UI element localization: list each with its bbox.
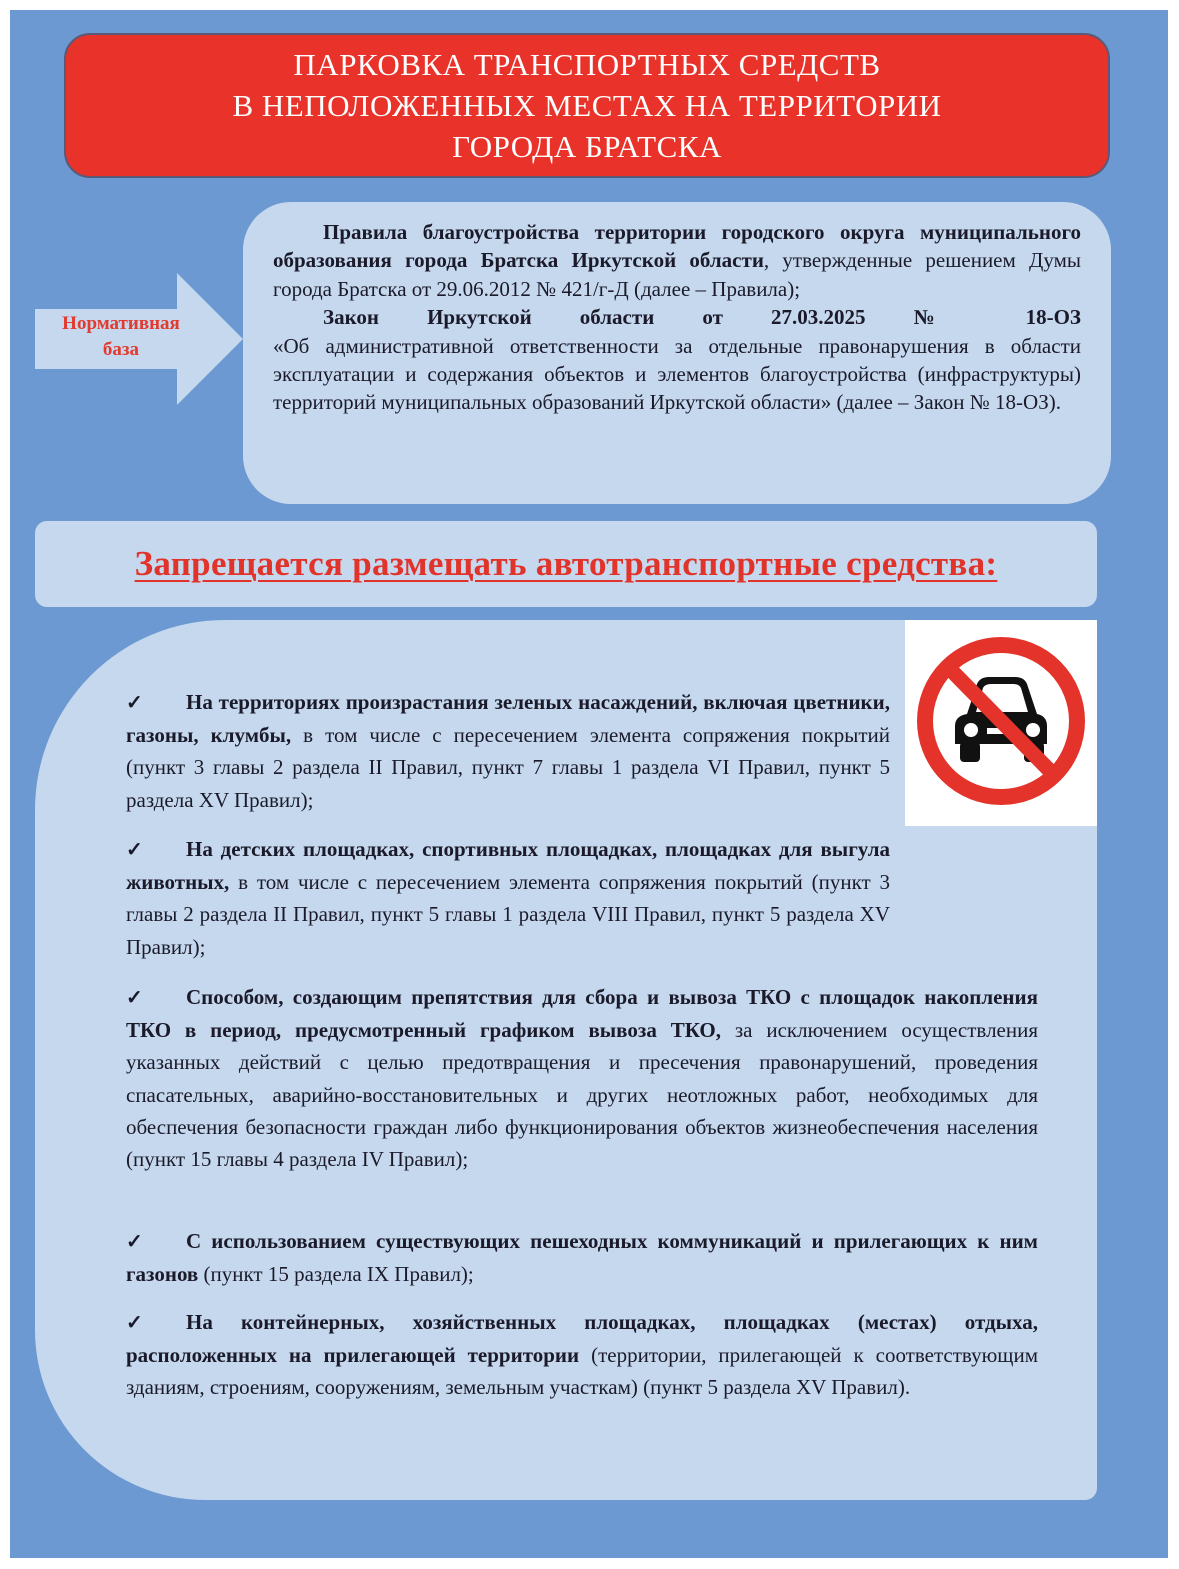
- rules-title: Правила благоустройства территории городского округа муниципального образования города Братска Иркутской области: [273, 220, 1081, 273]
- list-item: ✓ С использованием существующих пешеходных коммуникаций и прилегающих к ним газонов (пункт 15 раздела IX Правил);: [126, 1225, 1038, 1290]
- no-parking-sign-icon: [905, 620, 1097, 826]
- rules-details: , утвержденные решением Думы города Братска от 29.06.2012 № 421/г-Д (далее – Правила);: [273, 248, 1081, 301]
- normative-base-arrow: [35, 273, 245, 405]
- law-details: «Об административной ответственности за отдельные правонарушения в области эксплуатации и содержания объектов и элементов благоустройства (инфраструктуры) территорий муниципальных образований Иркутской области» (далее – Закон № 18-ОЗ).: [273, 333, 1081, 415]
- title-line-3: ГОРОДА БРАТСКА: [452, 129, 722, 164]
- list-item: ✓ Способом, создающим препятствия для сбора и вывоза ТКО с площадок накопления ТКО в период, предусмотренный графиком вывоза ТКО, за исключением осуществления указанных действий с целью предотвращения и пресечения правонарушений, проведения спасательных, аварийно-восстановительных и других неотложных работ, необходимых для обеспечения безопасности граждан либо функционирования объектов жизнеобеспечения населения (пункт 15 главы 4 раздела IV Правил);: [126, 981, 1038, 1175]
- law-title: Закон Иркутской области от 27.03.2025 № 18-ОЗ: [323, 305, 1081, 330]
- prohibition-heading: Запрещается размещать автотранспортные средства:: [134, 544, 998, 583]
- checkmark-icon: ✓: [126, 987, 143, 1009]
- list-item: ✓ На контейнерных, хозяйственных площадках, площадках (местах) отдыха, расположенных на прилегающей территории (территории, прилегающей к соответствующим зданиям, строениям, сооружениям, земельным участкам) (пункт 5 раздела XV Правил).: [126, 1306, 1038, 1404]
- checkmark-icon: ✓: [126, 692, 143, 714]
- normative-base-label: Нормативная база: [62, 313, 180, 360]
- prohibition-heading-panel: [35, 521, 1097, 607]
- checkmark-icon: ✓: [126, 839, 143, 861]
- title-line-1: ПАРКОВКА ТРАНСПОРТНЫХ СРЕДСТВ: [293, 47, 881, 82]
- title-line-2: В НЕПОЛОЖЕННЫХ МЕСТАХ НА ТЕРРИТОРИИ: [232, 88, 942, 123]
- list-item: ✓ На территориях произрастания зеленых насаждений, включая цветники, газоны, клумбы, в том числе с пересечением элемента сопряжения покрытий (пункт 3 главы 2 раздела II Правил, пункт 7 главы 1 раздела VI Правил, пункт 5 раздела XV Правил);: [126, 686, 890, 816]
- rules-reference: [273, 218, 1081, 303]
- normative-base-panel: [243, 202, 1111, 504]
- checkmark-icon: ✓: [126, 1312, 143, 1334]
- title-banner: [64, 33, 1110, 178]
- checkmark-icon: ✓: [126, 1231, 143, 1253]
- list-item: ✓ На детских площадках, спортивных площадках, площадках для выгула животных, в том числе с пересечением элемента сопряжения покрытий (пункт 3 главы 2 раздела II Правил, пункт 5 главы 1 раздела VIII Правил, пункт 5 раздела XV Правил);: [126, 833, 890, 963]
